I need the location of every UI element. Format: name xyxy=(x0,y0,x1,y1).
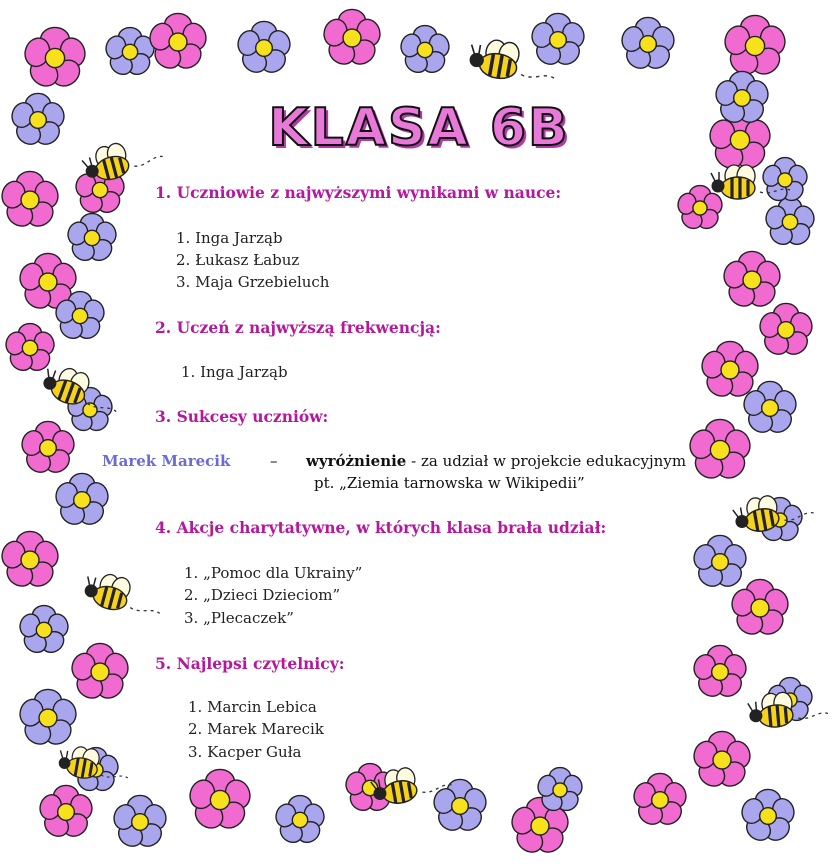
flower-icon xyxy=(65,214,119,265)
flower-icon xyxy=(691,535,749,590)
flower-icon xyxy=(17,689,80,749)
flower-icon xyxy=(529,13,587,68)
flower-icon xyxy=(186,769,253,833)
section-heading-5: 5. Najlepsi czytelnicy: xyxy=(155,654,345,673)
list-item: 2. Łukasz Łabuz xyxy=(176,251,300,269)
section-heading-1: 1. Uczniowie z najwyższymi wynikami w nauce: xyxy=(155,183,562,202)
flower-icon xyxy=(21,27,88,91)
flower-icon xyxy=(431,779,489,834)
list-item: 3. „Plecaczek” xyxy=(184,609,294,627)
flower-icon xyxy=(729,579,792,639)
flower-icon xyxy=(0,171,61,231)
flower-icon xyxy=(103,28,157,79)
flower-icon xyxy=(686,419,753,483)
flower-icon xyxy=(691,645,749,700)
list-item: 2. „Dzieci Dzieciom” xyxy=(184,586,341,604)
list-item: 1. „Pomoc dla Ukrainy” xyxy=(184,564,363,582)
section-heading-2: 2. Uczeń z najwyższą frekwencją: xyxy=(155,318,441,337)
flower-icon xyxy=(17,606,71,657)
award-detail: - za udział w projekcie edukacyjnym xyxy=(406,452,687,470)
flower-icon xyxy=(235,21,293,76)
page-title: KLASA 6B xyxy=(268,98,570,158)
flower-icon xyxy=(691,731,754,791)
flower-icon xyxy=(757,303,815,358)
flower-icon xyxy=(721,251,784,311)
flower-icon xyxy=(0,531,61,591)
bee-icon xyxy=(81,569,166,622)
list-item: 3. Maja Grzebieluch xyxy=(176,273,330,291)
list-item: 3. Kacper Guła xyxy=(188,743,302,761)
award-dash: – xyxy=(270,452,278,470)
award-project-title: pt. „Ziemia tarnowska w Wikipedii” xyxy=(314,474,585,492)
flower-icon xyxy=(763,198,817,249)
flower-icon xyxy=(631,773,689,828)
flower-icon xyxy=(619,17,677,72)
flower-icon xyxy=(111,795,169,850)
flower-icon xyxy=(19,421,77,476)
section-heading-3: 3. Sukcesy uczniów: xyxy=(155,407,329,426)
section-heading-4: 4. Akcje charytatywne, w których klasa brała udział: xyxy=(155,518,607,537)
award-type: wyróżnienie xyxy=(306,452,407,470)
list-item: 1. Inga Jarząb xyxy=(176,229,283,247)
flower-icon xyxy=(69,643,132,703)
list-item: 2. Marek Marecik xyxy=(188,720,324,738)
flower-icon xyxy=(147,13,210,73)
flower-icon xyxy=(398,26,452,77)
award-student-name: Marek Marecik xyxy=(102,452,231,470)
flower-icon xyxy=(321,9,384,69)
flower-icon xyxy=(675,186,724,233)
flower-icon xyxy=(53,473,111,528)
flower-icon xyxy=(760,158,809,205)
award-description xyxy=(306,452,686,470)
list-item: 1. Marcin Lebica xyxy=(188,698,317,716)
flower-icon xyxy=(721,15,788,79)
flower-icon xyxy=(739,789,797,844)
flower-icon xyxy=(37,785,95,840)
flower-icon xyxy=(3,324,57,375)
list-item: 1. Inga Jarząb xyxy=(181,363,288,381)
flower-icon xyxy=(273,796,327,847)
bee-icon xyxy=(747,689,829,730)
